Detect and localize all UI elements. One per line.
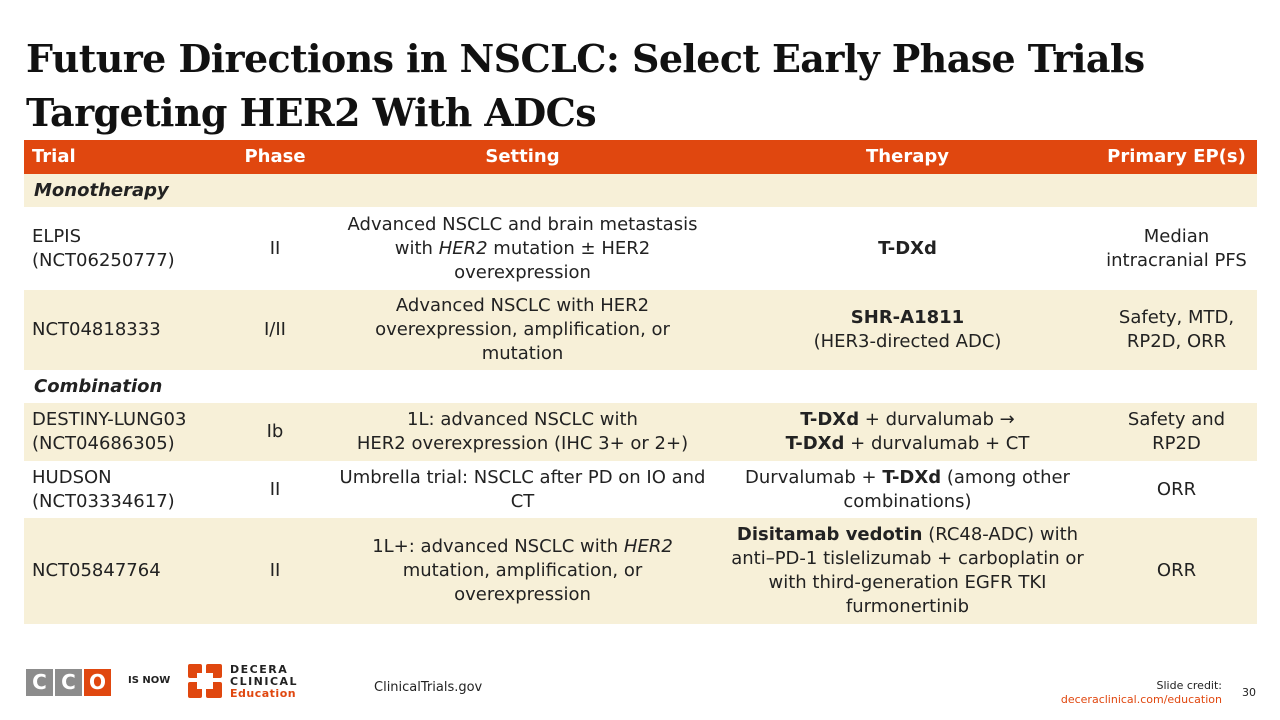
trial-name: ELPIS (NCT06250777) [24,207,224,290]
therapy-drug: T-DXd [878,237,937,259]
setting-line: HER2 overexpression (IHC 3+ or 2+) [356,433,689,454]
therapy-text: + durvalumab → [859,409,1015,430]
trial-setting [326,518,719,624]
cco-letter: C [55,669,82,696]
trial-name [24,403,224,461]
is-now-label: IS NOW [128,675,171,686]
header-primary-ep: Primary EP(s) [1096,140,1257,174]
trial-setting [326,207,719,290]
cco-letter: O [84,669,111,696]
therapy-drug: T-DXd [785,433,845,454]
therapy-drug: T-DXd [800,409,860,430]
trial-therapy [719,207,1096,290]
decera-line: Education [230,687,297,700]
cco-logo [26,668,111,696]
section-label-combination: Combination [24,370,1257,403]
section-label-monotherapy: Monotherapy [24,174,1257,207]
header-phase: Phase [224,140,326,174]
table-row [24,403,1257,461]
table-row [24,207,1257,290]
therapy-text: (among other combinations) [843,466,1070,512]
trial-endpoint: ORR [1096,518,1257,624]
page-number: 30 [1242,686,1256,699]
trial-setting [326,403,719,461]
table-row [24,290,1257,370]
slide-title: Future Directions in NSCLC: Select Early Phase Trials Targeting HER2 With ADCs [26,36,1145,135]
therapy-text: Durvalumab + [745,466,883,488]
trial-setting: Umbrella trial: NSCLC after PD on IO and CT [326,461,719,518]
decera-line: DECERA [230,663,289,676]
header-trial: Trial [24,140,224,174]
trial-id-line: (NCT04686305) [32,433,175,454]
trial-phase: II [224,207,326,290]
trial-name [24,461,224,518]
trial-therapy [719,290,1096,370]
trial-endpoint: Median intracranial PFS [1096,207,1257,290]
trial-setting: Advanced NSCLC with HER2 overexpression, amplification, or mutation [326,290,719,370]
trial-endpoint: Safety, MTD, RP2D, ORR [1096,290,1257,370]
therapy-drug: SHR-A1811 [850,307,965,328]
trial-name-line: DESTINY-LUNG03 [32,409,187,430]
trial-phase: Ib [224,403,326,461]
trial-phase: I/II [224,290,326,370]
therapy-note: (HER3-directed ADC) [813,331,1002,352]
trials-table [24,140,1257,624]
trial-phase: II [224,518,326,624]
therapy-drug: T-DXd [882,466,942,488]
trial-endpoint: Safety and RP2D [1096,403,1257,461]
setting-text: mutation, amplification, or overexpression [402,560,643,605]
therapy-text: (RC48-ADC) with anti–PD-1 tislelizumab + carboplatin or with third-generation EGFR TKI furmonertinib [731,524,1084,617]
trial-id-line: (NCT03334617) [32,490,175,512]
decera-wordmark [230,664,298,700]
setting-text: Advanced NSCLC and brain metastasis with [347,213,698,259]
trial-endpoint: ORR [1096,461,1257,518]
table-header-row [24,140,1257,174]
decera-line: CLINICAL [230,675,299,688]
slide-credit-link[interactable]: deceraclinical.com/education [1060,693,1222,706]
table-row [24,518,1257,624]
trial-name: NCT05847764 [24,518,224,624]
trial-phase: II [224,461,326,518]
slide-credit [1061,679,1222,707]
header-therapy: Therapy [719,140,1096,174]
decera-logo-icon [188,664,222,698]
therapy-drug: Disitamab vedotin [736,524,923,545]
setting-text: 1L+: advanced NSCLC with [372,536,624,557]
trial-name: NCT04818333 [24,290,224,370]
section-row-monotherapy [24,174,1257,207]
trial-name-line: HUDSON [32,466,112,488]
header-setting: Setting [326,140,719,174]
setting-text: mutation ± HER2 overexpression [454,237,651,283]
cco-letter: C [26,669,53,696]
setting-line: 1L: advanced NSCLC with [407,409,638,430]
trial-therapy [719,403,1096,461]
table-row [24,461,1257,518]
section-row-combination [24,370,1257,403]
setting-gene-italic: HER2 [623,536,673,557]
therapy-text: + durvalumab + CT [844,433,1030,454]
trial-therapy [719,461,1096,518]
source-note: ClinicalTrials.gov [374,680,483,695]
setting-gene-italic: HER2 [438,237,488,259]
trial-therapy [719,518,1096,624]
slide-credit-label: Slide credit: [1156,679,1222,692]
